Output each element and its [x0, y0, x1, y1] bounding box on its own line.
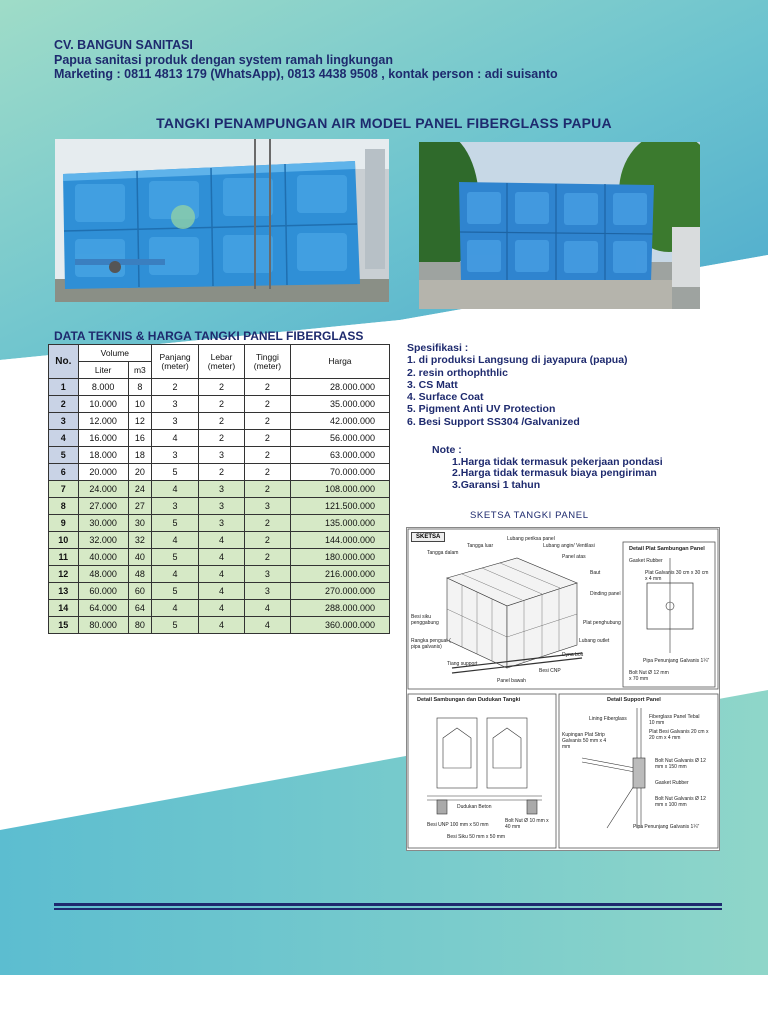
- spesifikasi-item: 6. Besi Support SS304 /Galvanized: [407, 415, 580, 428]
- table-cell-harga: 135.000.000: [290, 515, 389, 532]
- sketch-label: Besi CNP: [539, 668, 561, 674]
- spesifikasi-item: 4. Surface Coat: [407, 391, 484, 404]
- table-cell-t: 2: [244, 532, 290, 549]
- table-cell-p: 5: [152, 464, 199, 481]
- table-cell-l: 4: [199, 583, 245, 600]
- table-cell-t: 3: [244, 583, 290, 600]
- table-cell-no: 3: [49, 413, 79, 430]
- table-cell-liter: 24.000: [78, 481, 128, 498]
- table-cell-no: 1: [49, 379, 79, 396]
- table-row: [49, 549, 390, 566]
- spesifikasi-item: 1. di produksi Langsung di jayapura (papua): [407, 354, 628, 367]
- table-cell-no: 7: [49, 481, 79, 498]
- table-cell-m3: 48: [128, 566, 151, 583]
- table-cell-p: 5: [152, 515, 199, 532]
- table-cell-t: 2: [244, 481, 290, 498]
- col-volume: Volume: [78, 345, 151, 362]
- sketch-label: Bolt Nut Galvanis Ø 12 mm x 150 mm: [655, 758, 706, 770]
- table-cell-no: 6: [49, 464, 79, 481]
- sketch-label: Kupingan Plat Strip Galvanis 50 mm x 4 mm: [562, 732, 607, 750]
- table-cell-l: 4: [199, 566, 245, 583]
- sketch-tag: SKETSA: [411, 532, 445, 542]
- table-row: [49, 447, 390, 464]
- col-no: No.: [49, 345, 79, 379]
- sketch-label: Rangka penguat ( pipa galvanis): [411, 638, 451, 650]
- sketch-detail-support-label: Detail Support Panel: [607, 697, 661, 703]
- table-cell-harga: 216.000.000: [290, 566, 389, 583]
- table-row: [49, 617, 390, 634]
- note-item: 3.Garansi 1 tahun: [452, 478, 541, 491]
- table-cell-p: 3: [152, 396, 199, 413]
- table-row: [49, 413, 390, 430]
- page-title: TANGKI PENAMPUNGAN AIR MODEL PANEL FIBERGLASS PAPUA: [156, 115, 612, 131]
- sketch-diagram: [406, 527, 720, 851]
- table-cell-m3: 16: [128, 430, 151, 447]
- table-cell-liter: 16.000: [78, 430, 128, 447]
- table-cell-no: 10: [49, 532, 79, 549]
- table-cell-p: 4: [152, 566, 199, 583]
- table-cell-m3: 8: [128, 379, 151, 396]
- table-cell-t: 2: [244, 379, 290, 396]
- table-cell-liter: 10.000: [78, 396, 128, 413]
- spesifikasi-item: 2. resin orthophthlic: [407, 366, 508, 379]
- tank-photo-left: [55, 139, 389, 302]
- table-cell-no: 13: [49, 583, 79, 600]
- table-row: [49, 600, 390, 617]
- sketch-label: Dudukan Beton: [457, 804, 492, 810]
- sketch-label: Dinding panel: [590, 591, 621, 597]
- table-cell-p: 4: [152, 532, 199, 549]
- table-row: [49, 396, 390, 413]
- table-cell-l: 2: [199, 396, 245, 413]
- table-cell-harga: 180.000.000: [290, 549, 389, 566]
- table-row: [49, 464, 390, 481]
- sketch-label: Besi UNP 100 mm x 50 mm: [427, 822, 489, 828]
- note-block: [432, 445, 663, 491]
- table-cell-t: 4: [244, 600, 290, 617]
- table-cell-p: 4: [152, 600, 199, 617]
- table-cell-harga: 121.500.000: [290, 498, 389, 515]
- footer-rule: [54, 908, 722, 910]
- table-cell-no: 15: [49, 617, 79, 634]
- sketch-label: Lining Fiberglass: [589, 716, 627, 722]
- table-cell-harga: 28.000.000: [290, 379, 389, 396]
- sketch-label: Pipa Penunjang Galvanis 1¼": [633, 824, 700, 830]
- table-cell-liter: 27.000: [78, 498, 128, 515]
- table-cell-no: 2: [49, 396, 79, 413]
- table-cell-no: 5: [49, 447, 79, 464]
- sketch-label: Lubang angin/ Ventilasi: [543, 543, 595, 549]
- table-cell-p: 5: [152, 583, 199, 600]
- table-cell-harga: 144.000.000: [290, 532, 389, 549]
- sketch-label: Bolt Nut Ø 12 mm x 70 mm: [629, 670, 669, 682]
- sketch-label: Fiberglass Panel Tebal 10 mm: [649, 714, 700, 726]
- table-row: [49, 583, 390, 600]
- table-cell-l: 4: [199, 617, 245, 634]
- table-cell-liter: 12.000: [78, 413, 128, 430]
- table-cell-harga: 56.000.000: [290, 430, 389, 447]
- col-liter: Liter: [78, 362, 128, 379]
- table-cell-harga: 270.000.000: [290, 583, 389, 600]
- marketing-contact: Marketing : 0811 4813 179 (WhatsApp), 0813 4438 9508 , kontak person : adi suisanto: [54, 67, 558, 81]
- table-cell-l: 3: [199, 447, 245, 464]
- table-cell-t: 2: [244, 430, 290, 447]
- note-heading: Note :: [432, 444, 462, 456]
- table-cell-liter: 60.000: [78, 583, 128, 600]
- table-cell-m3: 10: [128, 396, 151, 413]
- sketch-label: Pipa Penunjang Galvanis 1¼": [643, 658, 710, 664]
- spesifikasi-item: 5. Pigment Anti UV Protection: [407, 403, 556, 416]
- table-cell-m3: 18: [128, 447, 151, 464]
- table-cell-p: 4: [152, 481, 199, 498]
- company-header: [54, 38, 558, 82]
- table-cell-l: 3: [199, 515, 245, 532]
- table-cell-m3: 40: [128, 549, 151, 566]
- table-cell-m3: 20: [128, 464, 151, 481]
- table-cell-no: 9: [49, 515, 79, 532]
- sketch-label: Tangga luar: [467, 543, 494, 549]
- table-cell-l: 3: [199, 498, 245, 515]
- table-cell-harga: 63.000.000: [290, 447, 389, 464]
- table-cell-l: 4: [199, 549, 245, 566]
- table-cell-harga: 35.000.000: [290, 396, 389, 413]
- sketch-label: Lubang periksa panel: [507, 536, 555, 542]
- table-cell-t: 2: [244, 464, 290, 481]
- table-cell-p: 3: [152, 498, 199, 515]
- footer-rule: [54, 903, 722, 906]
- sketch-label: Panel bawah: [497, 678, 526, 684]
- table-cell-p: 3: [152, 447, 199, 464]
- table-cell-t: 2: [244, 396, 290, 413]
- table-cell-t: 2: [244, 413, 290, 430]
- sketch-label: Gasket Rubber: [655, 780, 689, 786]
- note-item: 1.Harga tidak termasuk pekerjaan pondasi: [452, 455, 663, 468]
- table-cell-m3: 60: [128, 583, 151, 600]
- table-cell-p: 5: [152, 549, 199, 566]
- table-cell-p: 3: [152, 413, 199, 430]
- sketch-label: Gasket Rubber: [629, 558, 663, 564]
- sketch-label: Plat Galvanis 30 cm x 30 cm x 4 mm: [645, 570, 709, 582]
- table-row: [49, 566, 390, 583]
- sketch-label: Dyna bolt: [562, 652, 584, 658]
- sketch-label: Bolt Nut Ø 10 mm x 40 mm: [505, 818, 549, 830]
- tank-photo-right: [419, 142, 700, 309]
- sketch-label: Tiang support: [447, 661, 478, 667]
- table-cell-t: 2: [244, 549, 290, 566]
- table-cell-t: 3: [244, 566, 290, 583]
- table-cell-harga: 108.000.000: [290, 481, 389, 498]
- sketch-label: Lubang outlet: [579, 638, 610, 644]
- sketch-label: Plat penghubung: [583, 620, 621, 626]
- table-cell-liter: 64.000: [78, 600, 128, 617]
- sketch-title: SKETSA TANGKI PANEL: [470, 510, 589, 521]
- price-table: [48, 344, 390, 634]
- table-row: [49, 532, 390, 549]
- table-cell-m3: 30: [128, 515, 151, 532]
- table-cell-no: 8: [49, 498, 79, 515]
- table-cell-l: 2: [199, 464, 245, 481]
- col-lebar: Lebar (meter): [199, 345, 245, 379]
- table-row: [49, 379, 390, 396]
- table-cell-m3: 12: [128, 413, 151, 430]
- sketch-detail-plat-label: Detail Plat Sambungan Panel: [629, 546, 705, 552]
- sketch-label: Besi siku penggabung: [411, 614, 439, 626]
- sketch-detail-sambungan-label: Detail Sambungan dan Dudukan Tangki: [417, 697, 521, 703]
- table-cell-liter: 40.000: [78, 549, 128, 566]
- table-cell-l: 2: [199, 379, 245, 396]
- table-cell-l: 2: [199, 413, 245, 430]
- table-cell-no: 14: [49, 600, 79, 617]
- sketch-label: Bolt Nut Galvanis Ø 12 mm x 100 mm: [655, 796, 706, 808]
- table-cell-harga: 288.000.000: [290, 600, 389, 617]
- table-cell-t: 2: [244, 447, 290, 464]
- table-cell-m3: 80: [128, 617, 151, 634]
- table-cell-t: 2: [244, 515, 290, 532]
- table-cell-liter: 18.000: [78, 447, 128, 464]
- table-row: [49, 481, 390, 498]
- table-cell-no: 4: [49, 430, 79, 447]
- sketch-label: Baut: [590, 570, 601, 576]
- table-cell-l: 3: [199, 481, 245, 498]
- table-cell-t: 4: [244, 617, 290, 634]
- table-cell-liter: 48.000: [78, 566, 128, 583]
- spesifikasi-item: 3. CS Matt: [407, 378, 458, 391]
- table-cell-harga: 70.000.000: [290, 464, 389, 481]
- table-cell-liter: 8.000: [78, 379, 128, 396]
- sketch-label: Panel atas: [562, 554, 586, 560]
- table-cell-m3: 24: [128, 481, 151, 498]
- table-cell-m3: 32: [128, 532, 151, 549]
- sketch-label: Plat Besi Galvanis 20 cm x 20 cm x 4 mm: [649, 729, 709, 741]
- note-item: 2.Harga tidak termasuk biaya pengiriman: [452, 467, 657, 479]
- table-cell-t: 3: [244, 498, 290, 515]
- table-cell-harga: 360.000.000: [290, 617, 389, 634]
- col-harga: Harga: [290, 345, 389, 379]
- spesifikasi-heading: Spesifikasi :: [407, 342, 469, 354]
- table-cell-p: 5: [152, 617, 199, 634]
- sketch-label: Tangga dalam: [427, 550, 459, 556]
- col-tinggi: Tinggi (meter): [244, 345, 290, 379]
- table-row: [49, 515, 390, 532]
- table-cell-p: 2: [152, 379, 199, 396]
- table-cell-no: 12: [49, 566, 79, 583]
- table-cell-no: 11: [49, 549, 79, 566]
- col-panjang: Panjang (meter): [152, 345, 199, 379]
- table-cell-liter: 20.000: [78, 464, 128, 481]
- table-cell-m3: 64: [128, 600, 151, 617]
- table-cell-l: 2: [199, 430, 245, 447]
- col-m3: m3: [128, 362, 151, 379]
- company-name: CV. BANGUN SANITASI: [54, 38, 193, 52]
- table-cell-m3: 27: [128, 498, 151, 515]
- sketch-label: Besi Siku 50 mm x 50 mm: [447, 834, 506, 840]
- table-cell-l: 4: [199, 600, 245, 617]
- table-cell-liter: 80.000: [78, 617, 128, 634]
- table-cell-liter: 32.000: [78, 532, 128, 549]
- table-cell-liter: 30.000: [78, 515, 128, 532]
- table-cell-p: 4: [152, 430, 199, 447]
- table-cell-harga: 42.000.000: [290, 413, 389, 430]
- company-tagline: Papua sanitasi produk dengan system ramah lingkungan: [54, 52, 393, 67]
- table-heading: DATA TEKNIS & HARGA TANGKI PANEL FIBERGLASS: [54, 329, 364, 343]
- spesifikasi-block: [407, 342, 628, 428]
- table-row: [49, 498, 390, 515]
- table-row: [49, 430, 390, 447]
- table-cell-l: 4: [199, 532, 245, 549]
